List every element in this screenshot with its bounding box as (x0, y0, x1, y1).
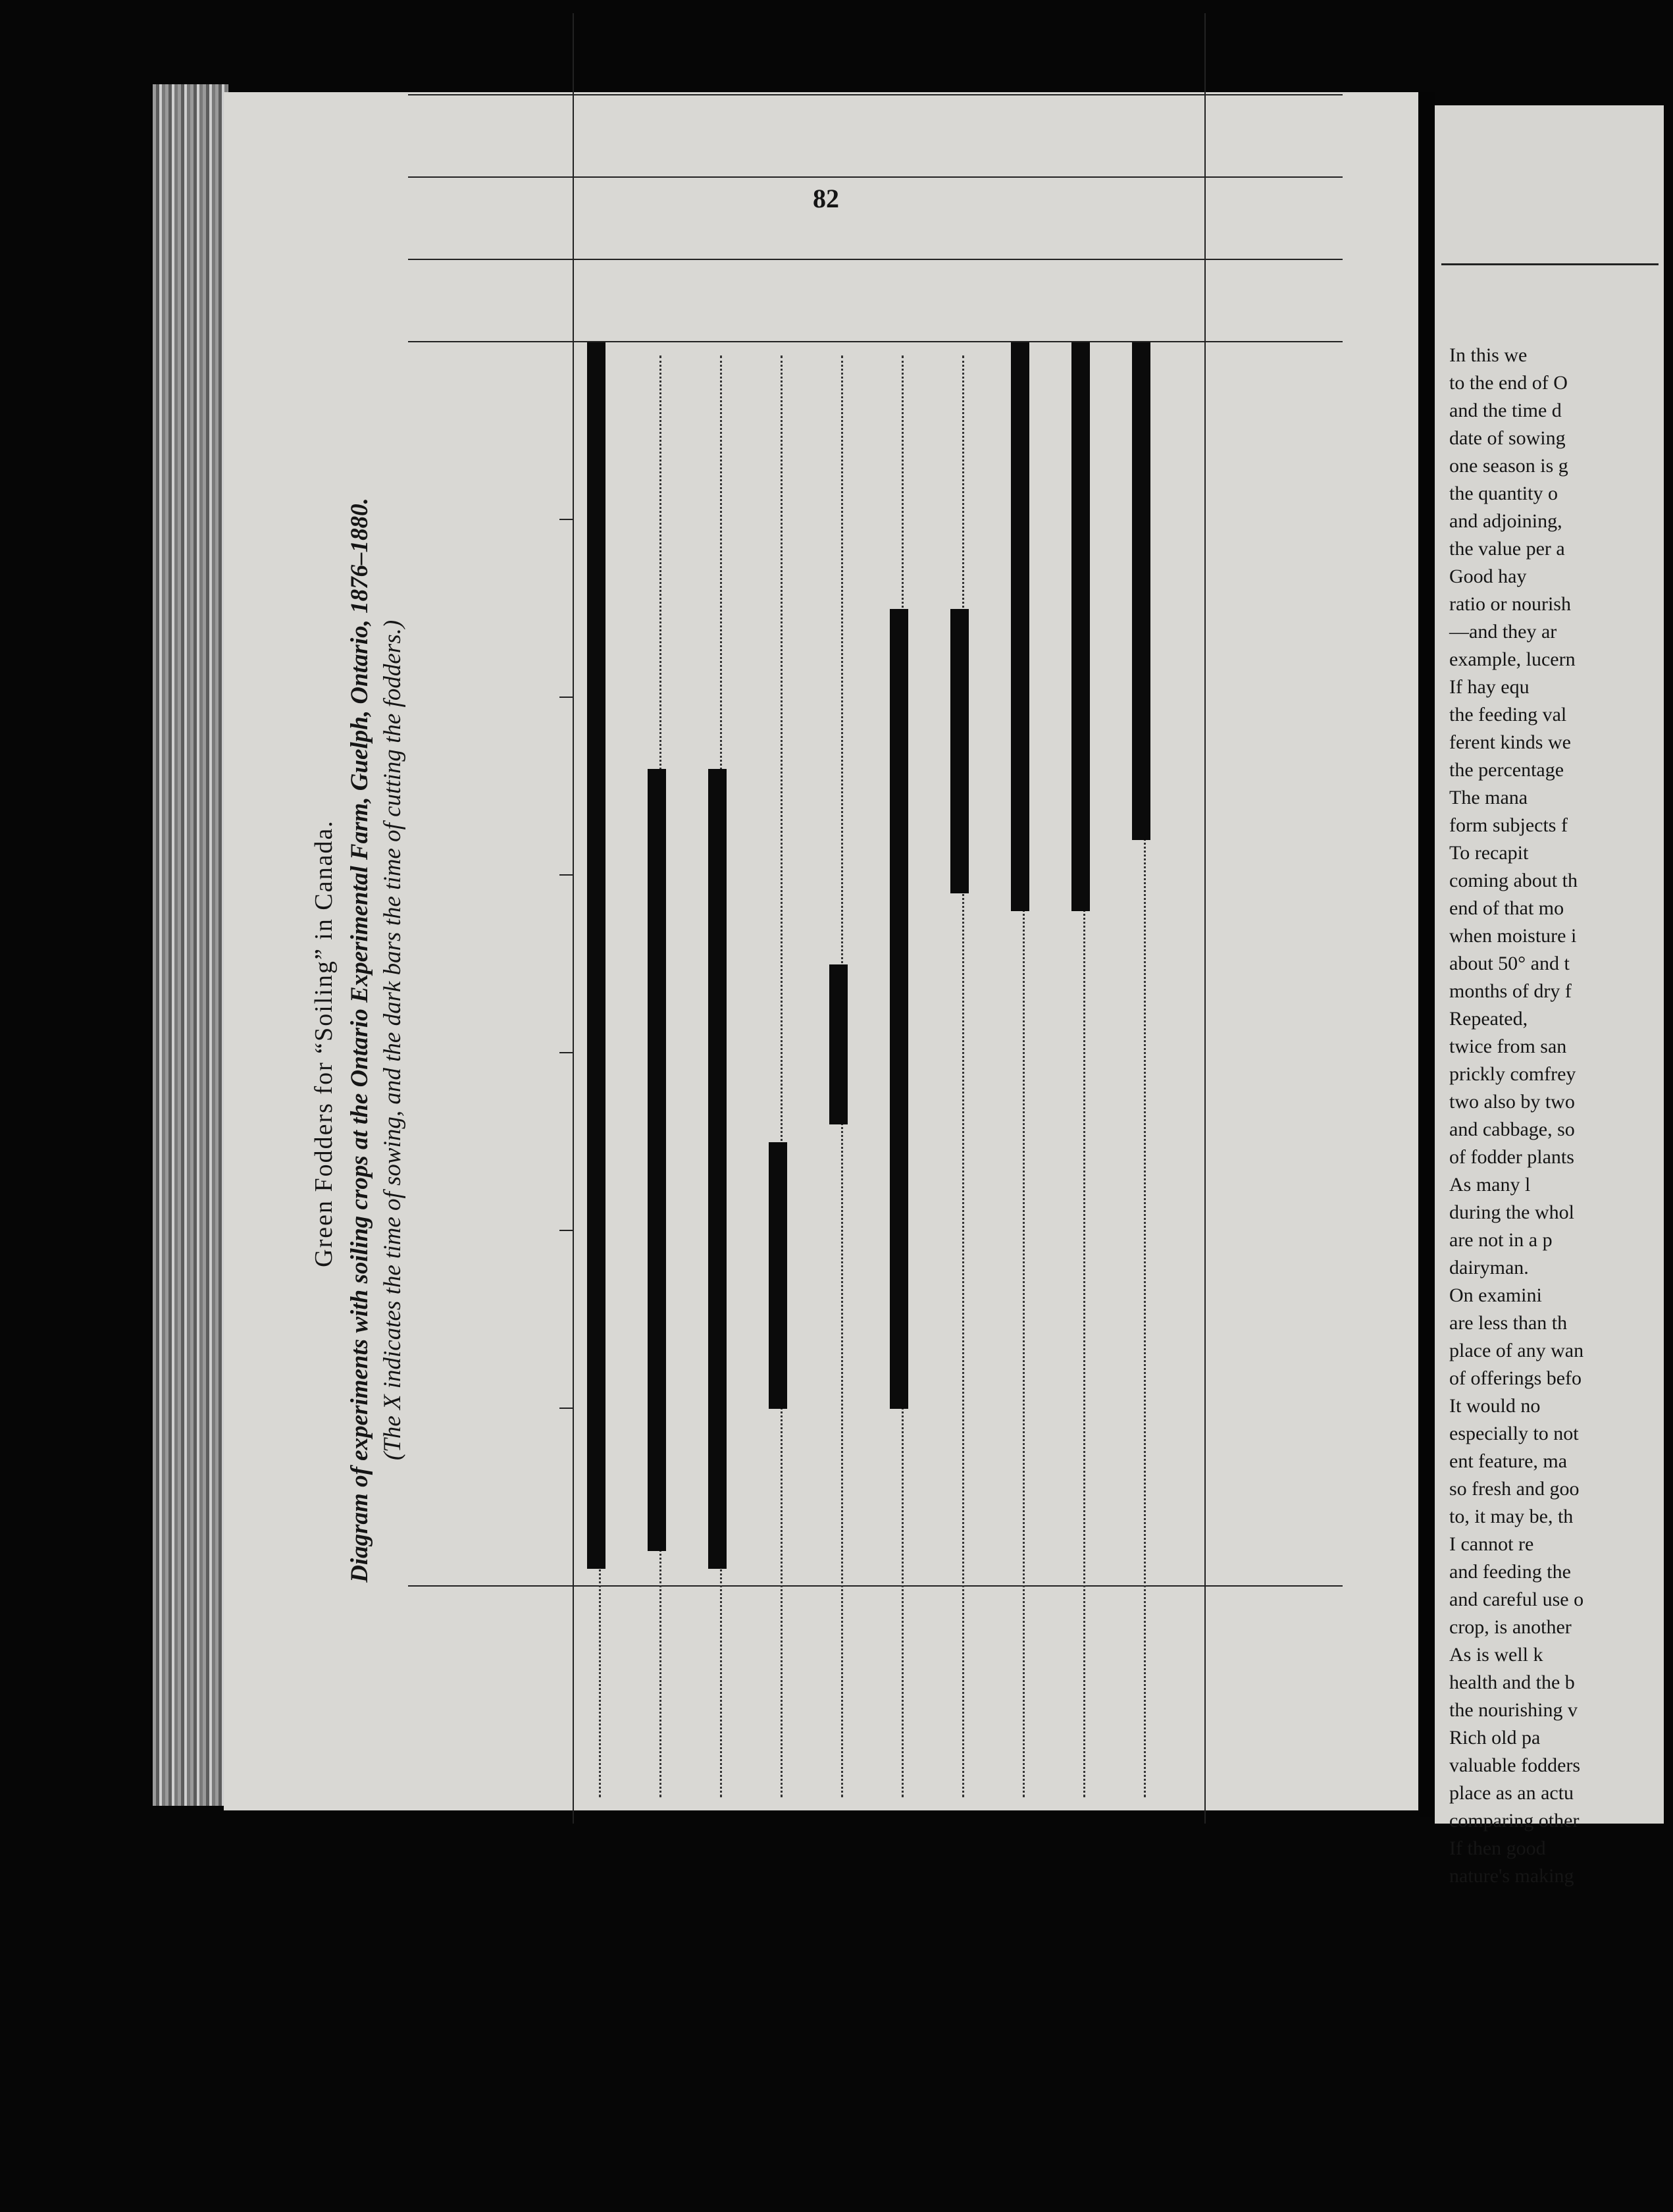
month-divider (559, 1408, 574, 1409)
diagram-subtitle: Diagram of experiments with soiling crops at the Ontario Experimental Farm, Guelph, Ontario, 1876–1880. (346, 498, 373, 1583)
right-page-line: It would no (1449, 1395, 1541, 1417)
right-page-line: especially to not (1449, 1423, 1579, 1444)
right-page-line: of offerings befo (1449, 1367, 1582, 1389)
cutting-bar (769, 1142, 787, 1409)
row-leader (781, 356, 783, 1797)
right-page-line: place as an actu (1449, 1782, 1574, 1804)
right-page (1435, 105, 1664, 1887)
right-page-line: the value per a (1449, 538, 1565, 560)
right-page-line: to the end of O (1449, 372, 1568, 394)
right-page-line: during the whol (1449, 1201, 1574, 1223)
right-page-line: On examini (1449, 1284, 1542, 1306)
right-page-line: Repeated, (1449, 1008, 1528, 1030)
cutting-bar (950, 609, 969, 893)
column-divider (408, 259, 1343, 260)
month-divider (559, 874, 574, 876)
right-page-line: nature's making (1449, 1865, 1574, 1887)
bottom-rule (1204, 13, 1206, 1824)
right-page-line: to, it may be, th (1449, 1506, 1574, 1527)
cutting-bar (708, 769, 727, 1569)
row-leader (962, 356, 964, 1797)
book-spine (153, 84, 228, 1806)
right-page-line: crop, is another (1449, 1616, 1572, 1638)
right-page-line: the feeding val (1449, 704, 1567, 725)
right-page-line: health and the b (1449, 1672, 1575, 1693)
cutting-bar (1011, 342, 1029, 911)
right-page-line: date of sowing (1449, 427, 1566, 449)
column-divider (408, 176, 1343, 178)
right-page-line: are not in a p (1449, 1229, 1553, 1251)
right-page-line: The mana (1449, 787, 1528, 808)
right-page-line: As is well k (1449, 1644, 1543, 1666)
right-page-line: and careful use o (1449, 1589, 1584, 1610)
right-page-line: Rich old pa (1449, 1727, 1541, 1749)
diagram-grid (408, 263, 1362, 1824)
right-page-line: one season is g (1449, 455, 1568, 477)
diagram-note: (The X indicates the time of sowing, and the dark bars the time of cutting the fodders.) (379, 619, 406, 1461)
cutting-bar (890, 609, 908, 1409)
right-page-line: so fresh and goo (1449, 1478, 1580, 1500)
right-page-line: months of dry f (1449, 980, 1572, 1002)
right-rule (1441, 263, 1659, 265)
right-page-line: As many l (1449, 1174, 1531, 1196)
right-rule-a (408, 341, 1343, 342)
right-page-line: form subjects f (1449, 814, 1568, 836)
right-page-line: and cabbage, so (1449, 1119, 1575, 1140)
right-page-line: coming about th (1449, 870, 1578, 891)
month-divider (559, 1052, 574, 1053)
right-page-line: ent feature, ma (1449, 1450, 1568, 1472)
right-page-line: dairyman. (1449, 1257, 1529, 1278)
month-divider (559, 697, 574, 698)
month-divider (559, 519, 574, 520)
right-page-line: prickly comfrey (1449, 1063, 1576, 1085)
right-page-line: end of that mo (1449, 897, 1564, 919)
right-page-line: comparing other (1449, 1810, 1580, 1831)
diagram-title: Green Fodders for “Soiling” in Canada. (310, 820, 338, 1267)
right-page-line: Good hay (1449, 566, 1527, 587)
right-page-line: ratio or nourish (1449, 593, 1571, 615)
right-page-line: when moisture i (1449, 925, 1577, 947)
right-page-line: —and they ar (1449, 621, 1557, 643)
right-page-line: the quantity o (1449, 483, 1558, 504)
right-page-line: the percentage (1449, 759, 1564, 781)
right-page-line: and adjoining, (1449, 510, 1562, 532)
soiling-diagram (310, 263, 1362, 1824)
column-divider (408, 94, 1343, 95)
label-rule (408, 1585, 1343, 1587)
page-number: 82 (813, 184, 839, 213)
page-gutter (1420, 92, 1435, 1817)
right-page-line: two also by two (1449, 1091, 1575, 1113)
right-page-line: twice from san (1449, 1036, 1567, 1057)
month-divider (559, 1230, 574, 1231)
right-page-line: are less than th (1449, 1312, 1568, 1334)
right-page-line: of fodder plants (1449, 1146, 1574, 1168)
right-page-line: place of any wan (1449, 1340, 1584, 1361)
right-page-line: example, lucern (1449, 648, 1576, 670)
right-page-line: the nourishing v (1449, 1699, 1578, 1721)
cutting-bar (1071, 342, 1090, 911)
right-page-line: ferent kinds we (1449, 731, 1571, 753)
right-page-line: If hay equ (1449, 676, 1530, 698)
right-page-line: I cannot re (1449, 1533, 1534, 1555)
right-page-line: To recapit (1449, 842, 1529, 864)
cutting-bar (1132, 342, 1150, 840)
right-page-line: and feeding the (1449, 1561, 1571, 1583)
right-page-line: and the time d (1449, 400, 1562, 421)
right-page-line: about 50° and t (1449, 953, 1570, 974)
cutting-bar (648, 769, 666, 1551)
right-page-line: valuable fodders (1449, 1754, 1581, 1776)
right-page-line: In this we (1449, 344, 1528, 366)
right-page-line: If then good (1449, 1837, 1546, 1859)
cutting-bar (829, 964, 848, 1124)
header-rule (573, 13, 574, 1824)
cutting-bar (587, 342, 605, 1569)
